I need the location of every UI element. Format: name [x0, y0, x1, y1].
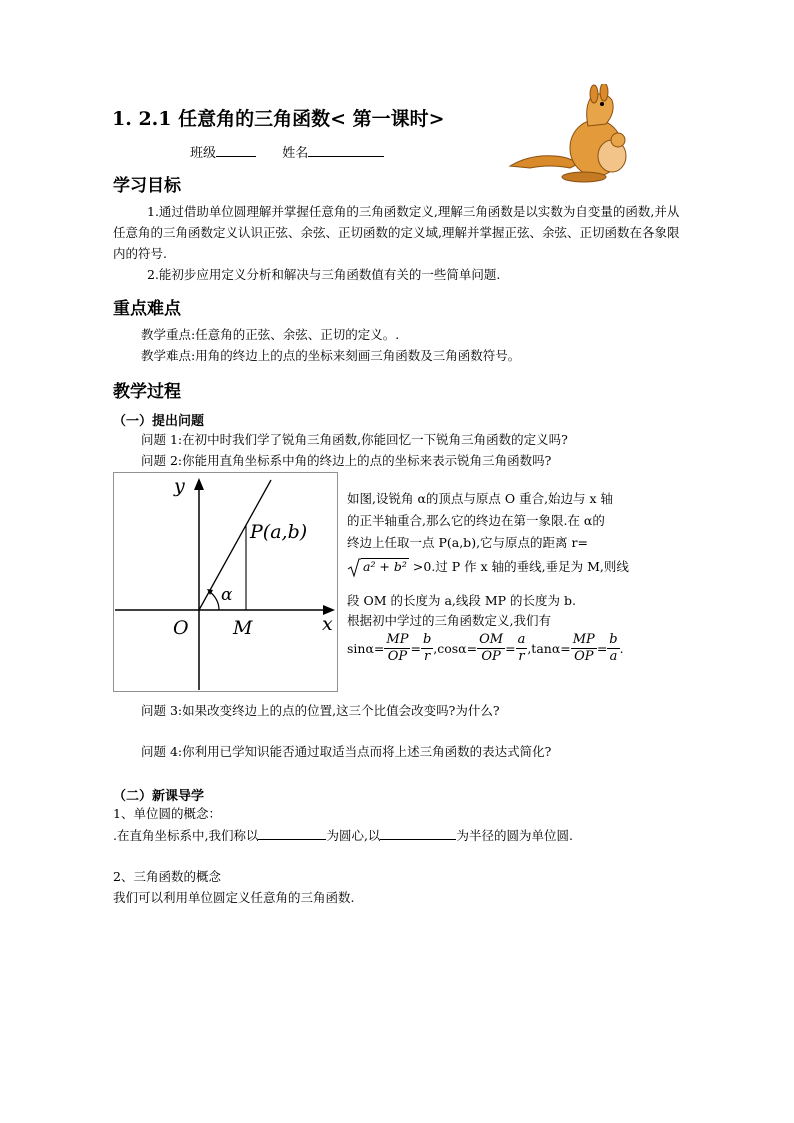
class-blank[interactable] [216, 143, 256, 157]
y-label: y [174, 475, 185, 497]
cos-label: ,cosα= [433, 641, 478, 656]
explain-l6: 根据初中学过的三角函数定义,我们有 [347, 613, 551, 628]
tan-fraction-2: $\frac{b}{a}$ [609, 632, 618, 664]
key-focus: 教学重点:任意角的正弦、余弦、正切的定义。. [141, 327, 400, 342]
class-label: 班级 [190, 146, 217, 161]
kangaroo-illustration [500, 84, 640, 184]
sin-fraction-1: $\frac{MP}{OP}$ [386, 632, 409, 664]
part2-title: （二）新课导学 [113, 789, 205, 804]
cos-fraction-1: $\frac{OM}{OP}$ [479, 632, 504, 664]
keypoints-heading: 重点难点 [113, 299, 181, 319]
radius-blank[interactable] [380, 826, 456, 840]
concept-text: 我们可以利用单位圆定义任意角的三角函数. [113, 890, 355, 905]
process-heading: 教学过程 [113, 382, 181, 402]
objective-1: 1.通过借助单位圆理解并掌握任意角的三角函数定义,理解三角函数是以实数为自变量的函数,并从任意角的三角函数定义认识正弦、余弦、正切函数的定义域,理解并掌握正弦、余弦、正切函数在各象限内的符号. [113, 204, 680, 261]
page-title: 1. 2.1 任意角的三角函数< 第一课时> [112, 108, 445, 130]
question-2: 问题 2:你能用直角坐标系中角的终边上的点的坐标来表示锐角三角函数吗? [141, 453, 552, 468]
sin-fraction-2: $\frac{b}{r}$ [422, 632, 432, 664]
objective-2: 2.能初步应用定义分析和解决与三角函数值有关的一些简单问题. [147, 267, 501, 282]
sqrt-expression: a² + b² [363, 559, 407, 574]
explain-l4-text: >0.过 P 作 x 轴的垂线,垂足为 M,则线 [412, 559, 629, 574]
explain-l1: 如图,设锐角 α的顶点与原点 O 重合,始边与 x 轴 [347, 491, 614, 506]
explain-l5: 段 OM 的长度为 a,线段 MP 的长度为 b. [347, 593, 576, 608]
question-3: 问题 3:如果改变终边上的点的位置,这三个比值会改变吗?为什么? [141, 703, 500, 718]
objectives-heading: 学习目标 [113, 176, 181, 196]
concept-title: 2、三角函数的概念 [113, 869, 221, 884]
sin-label: sinα= [347, 641, 385, 656]
question-1: 问题 1:在初中时我们学了锐角三角函数,你能回忆一下锐角三角函数的定义吗? [141, 432, 568, 447]
x-label: x [322, 613, 333, 635]
class-name-line [190, 142, 384, 161]
tan-label: ,tanα= [527, 641, 571, 656]
alpha-label: α [221, 585, 233, 605]
unit-circle-title: 1、单位圆的概念： [113, 806, 221, 821]
name-label: 姓名 [282, 146, 309, 161]
sqrt-symbol [347, 558, 361, 578]
explain-l4 [347, 557, 629, 578]
question-4: 问题 4:你利用已学知识能否通过取适当点而将上述三角函数的表达式简化? [141, 744, 552, 759]
explain-l2: 的正半轴重合,那么它的终边在第一象限.在 α的 [347, 513, 605, 528]
explain-l3: 终边上任取一点 P(a,b),它与原点的距离 r= [347, 535, 588, 550]
y-axis-arrow [194, 478, 204, 490]
m-label: M [233, 617, 253, 639]
trig-formula: sinα= $\frac{MP}{OP}$ = $\frac{b}{r}$ ,cosα= $\frac{OM}{OP}$ = $\frac{a}{r}$ ,tanα= $\frac{MP}{OP}$ = $\frac{b}{a}$ . [347, 632, 624, 664]
part1-title: （一）提出问题 [113, 414, 205, 429]
tan-fraction-1: $\frac{MP}{OP}$ [572, 632, 595, 664]
cos-fraction-2: $\frac{a}{r}$ [517, 632, 526, 664]
p-label: P(a,b) [250, 521, 308, 543]
unit-circle-definition: .在直角坐标系中,我们称以 为圆心,以 为半径的圆为单位圆. [113, 828, 573, 843]
center-blank[interactable] [258, 826, 326, 840]
name-blank[interactable] [308, 143, 384, 157]
key-difficulty: 教学难点:用角的终边上的点的坐标来刻画三角函数及三角函数符号。 [141, 348, 521, 363]
origin-label: O [173, 617, 189, 639]
coordinate-figure [113, 472, 338, 692]
